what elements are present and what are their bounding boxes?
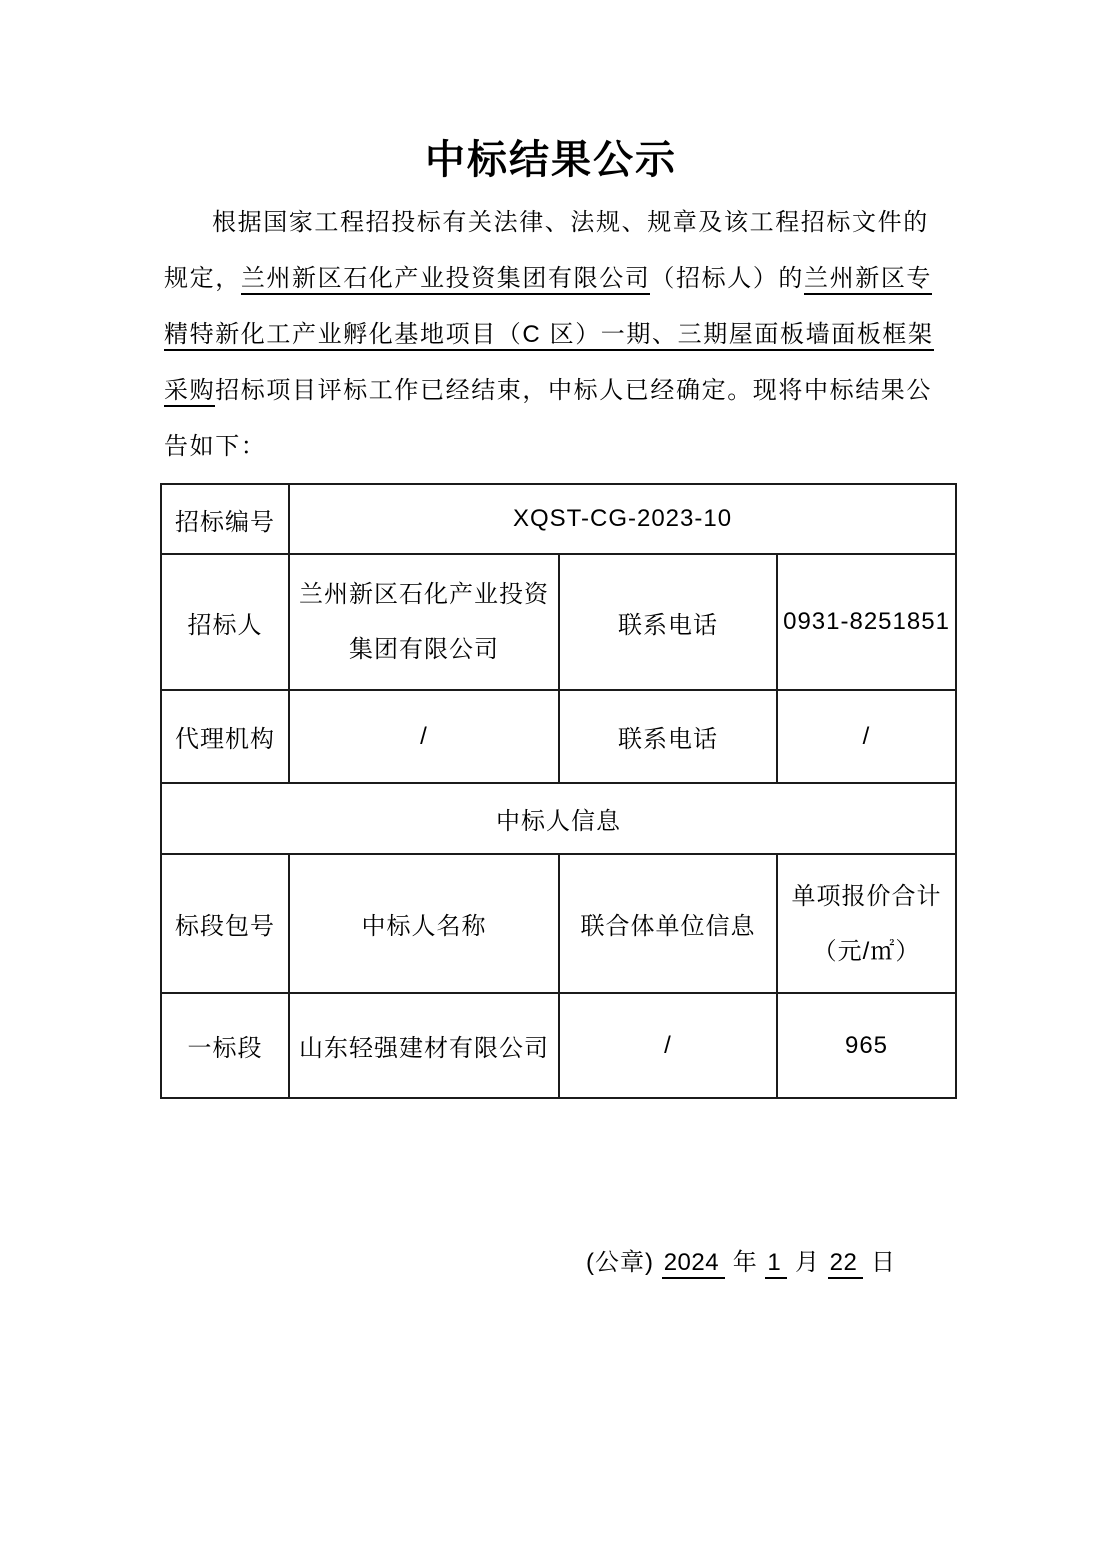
header-unit-price [777,854,956,993]
day-value: 22 [828,1249,864,1279]
month-label: 月 [794,1249,820,1276]
winner-section-title: 中标人信息 [161,783,956,854]
month-value: 1 [765,1249,787,1279]
bid-number-value: XQST-CG-2023-10 [289,484,956,554]
header-unit-price-line1: 单项报价合计 [791,882,942,910]
agency-phone-value: / [777,690,956,783]
table-row-winner-data [161,993,956,1098]
consortium-info-value: / [559,993,777,1098]
header-lot-number: 标段包号 [161,854,289,993]
tenderer-phone-label: 联系电话 [559,554,777,690]
year-value: 2024 [662,1249,725,1279]
agency-value: / [289,690,559,783]
table-row-agency [161,690,956,783]
table-row-winner-header [161,854,956,993]
lot-number-value: 一标段 [161,993,289,1098]
header-consortium-info: 联合体单位信息 [559,854,777,993]
table-row-bid-number [161,484,956,554]
seal-placeholder: (公章) [586,1249,655,1276]
header-unit-price-line2: （元/㎡） [812,937,921,965]
tenderer-phone-value: 0931-8251851 [777,554,956,690]
underlined-project-name-start: 兰州新区专 [804,265,932,295]
day-label: 日 [871,1249,896,1276]
body-paragraph [164,195,938,475]
table-row-winner-section [161,783,956,854]
tenderer-name [289,554,559,690]
agency-label: 代理机构 [161,690,289,783]
paragraph-text: 招标项目评标工作已经结束，中标人已经确定。现将中标结果公 [215,377,933,404]
winner-name-value: 山东轻强建材有限公司 [289,993,559,1098]
paragraph-line-1 [164,195,938,251]
paragraph-text: 规定， [164,265,241,292]
tenderer-name-line1: 兰州新区石化产业投资 [299,581,549,608]
bid-result-table [160,483,957,1099]
paragraph-line-5 [164,419,938,475]
bid-number-label: 招标编号 [161,484,289,554]
underlined-project-name-middle: 精特新化工产业孵化基地项目（C 区）一期、三期屋面板墙面板框架 [164,321,934,351]
underlined-bidder-name: 兰州新区石化产业投资集团有限公司 [241,265,651,295]
tenderer-label: 招标人 [161,554,289,690]
tenderer-name-line2: 集团有限公司 [349,636,499,663]
header-winner-name: 中标人名称 [289,854,559,993]
paragraph-text: （招标人）的 [650,265,805,292]
paragraph-line-2 [164,251,938,307]
underlined-project-name-end: 采购 [164,377,215,407]
signature-date-line [164,1247,938,1279]
table-row-tenderer [161,554,956,690]
agency-phone-label: 联系电话 [559,690,777,783]
paragraph-text: 根据国家工程招投标有关法律、法规、规章及该工程招标文件的 [212,209,929,236]
page-title: 中标结果公示 [425,138,677,182]
unit-price-value: 965 [777,993,956,1098]
paragraph-line-4 [164,363,938,419]
paragraph-line-3 [164,307,938,363]
year-label: 年 [732,1249,758,1276]
paragraph-text: 告如下： [164,433,267,460]
